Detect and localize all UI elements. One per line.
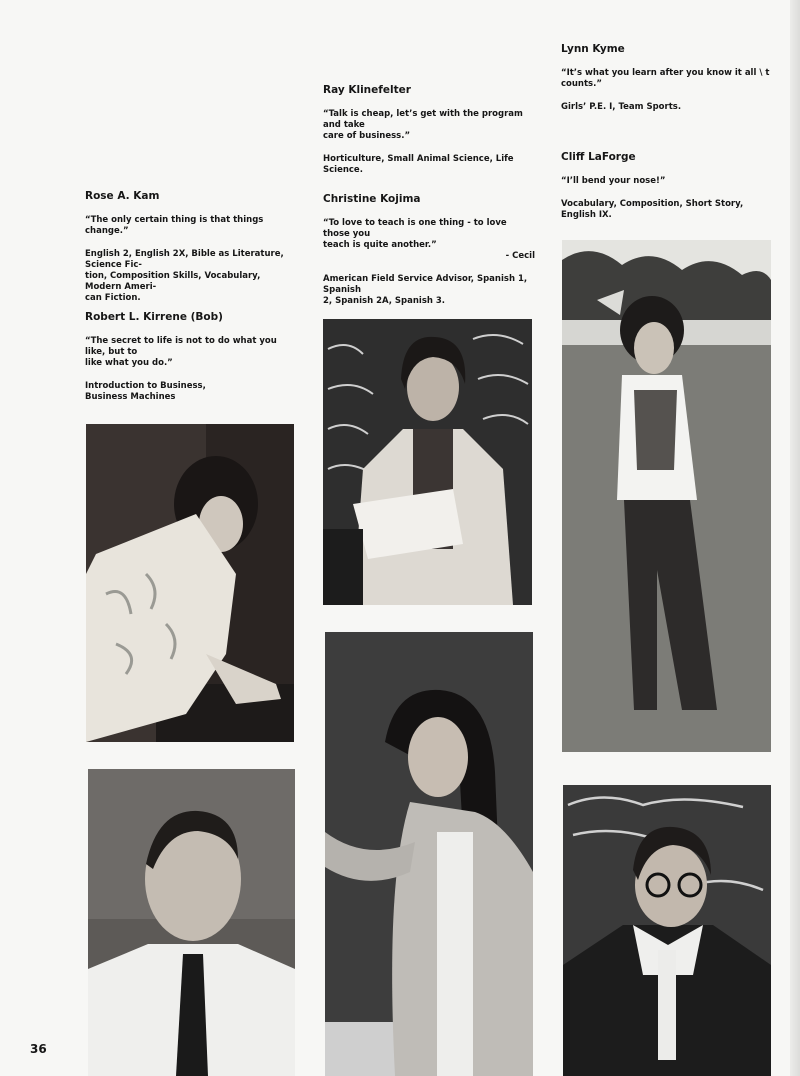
teacher-quote: “The only certain thing is that things change.” bbox=[85, 215, 264, 236]
teacher-subjects: Horticulture, Small Animal Science, Life Science. bbox=[323, 154, 514, 175]
teacher-name: Robert L. Kirrene (Bob) bbox=[85, 311, 223, 323]
entry-rose-kam bbox=[85, 190, 297, 304]
photo-christine-kojima bbox=[325, 632, 533, 1076]
quote-text: “To love to teach is one thing - to love those you teach is quite another.” bbox=[323, 218, 507, 250]
teacher-subjects: American Field Service Advisor, Spanish 1, Spanish 2, Spanish 2A, Spanish 3. bbox=[323, 274, 528, 306]
entry-robert-kirrene bbox=[85, 311, 297, 403]
photo-ray-klinefelter bbox=[323, 319, 532, 605]
teacher-quote: “The secret to life is not to do what you like, but to like what you do.” bbox=[85, 336, 277, 368]
photo-cliff-laforge bbox=[563, 785, 771, 1076]
entry-cliff-laforge bbox=[561, 151, 776, 221]
teacher-name: Christine Kojima bbox=[323, 193, 421, 205]
teacher-name: Cliff LaForge bbox=[561, 151, 636, 163]
quote-citation: - Cecil bbox=[505, 251, 535, 261]
teacher-quote: “It’s what you learn after you know it all \ t counts.” bbox=[561, 68, 770, 89]
teacher-name: Ray Klinefelter bbox=[323, 84, 411, 96]
teacher-name: Rose A. Kam bbox=[85, 190, 160, 202]
teacher-subjects: English 2, English 2X, Bible as Literature, Science Fic- tion, Composition Skills, Vocabulary, Modern Ameri- can Fiction. bbox=[85, 249, 284, 303]
teacher-quote bbox=[323, 218, 535, 262]
entry-lynn-kyme bbox=[561, 43, 776, 113]
teacher-subjects: Introduction to Business, Business Machines bbox=[85, 381, 206, 402]
teacher-quote: “Talk is cheap, let’s get with the program and take care of business.” bbox=[323, 109, 523, 141]
teacher-subjects: Girls’ P.E. I, Team Sports. bbox=[561, 102, 682, 112]
photo-lynn-kyme bbox=[562, 240, 771, 752]
page-number: 36 bbox=[30, 1042, 47, 1056]
entry-ray-klinefelter bbox=[323, 84, 535, 176]
teacher-name: Lynn Kyme bbox=[561, 43, 625, 55]
photo-robert-kirrene bbox=[88, 769, 295, 1076]
teacher-quote: “I’ll bend your nose!” bbox=[561, 176, 666, 186]
photo-rose-kam bbox=[86, 424, 294, 742]
teacher-subjects: Vocabulary, Composition, Short Story, English IX. bbox=[561, 199, 744, 220]
entry-christine-kojima bbox=[323, 193, 535, 307]
page-edge bbox=[790, 0, 800, 1076]
